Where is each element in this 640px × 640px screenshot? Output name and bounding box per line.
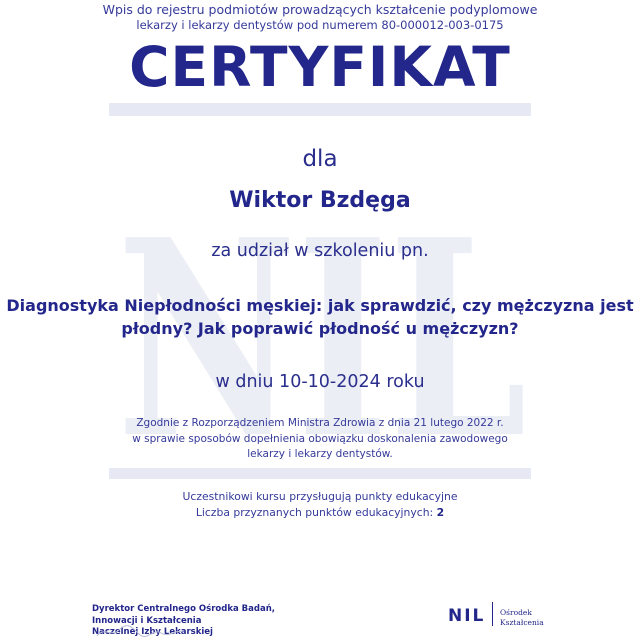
course-title (0, 294, 640, 340)
handwritten-signature (95, 624, 185, 640)
signature-line-1: Dyrektor Centralnego Ośrodka Badań, (92, 604, 275, 614)
regulation-line-1: Zgodnie z Rozporządzeniem Ministra Zdrowia z dnia 21 lutego 2022 r. (136, 417, 504, 429)
lower-band (109, 468, 531, 479)
points-value: 2 (436, 505, 445, 519)
education-points (0, 489, 640, 520)
nil-logo-divider (492, 602, 493, 626)
recipient-name: Wiktor Bzdęga (229, 188, 411, 213)
course-title-line-2: płodny? Jak poprawić płodność u mężczyzn? (121, 319, 519, 338)
certificate-title: CERTYFIKAT (129, 35, 511, 99)
course-title-line-1: Diagnostyka Niepłodności męskiej: jak sprawdzić, czy mężczyzna jest (6, 296, 634, 315)
participation-text: za udział w szkoleniu pn. (211, 241, 429, 261)
regulation-line-3: lekarzy i lekarzy dentystów. (247, 448, 393, 460)
regulation-line-2: w sprawie sposobów dopełnienia obowiązku doskonalenia zawodowego (132, 432, 508, 445)
nil-logo (448, 600, 548, 640)
registry-line-1: Wpis do rejestru podmiotów prowadzących kształcenie podyplomowe (102, 2, 538, 17)
nil-watermark-text: NIL (117, 196, 527, 446)
signature-line-3: Naczelnej Izby Lekarskiej (92, 627, 213, 637)
registry-line-2: lekarzy i lekarzy dentystów pod numerem 80-000012-003-0175 (136, 18, 504, 32)
points-label: Liczba przyznanych punktów edukacyjnych: (195, 505, 434, 519)
title-underline-band (109, 103, 531, 116)
nil-logo-caption-line-1: Ośrodek (500, 608, 532, 617)
points-line-2 (0, 505, 640, 521)
nil-logo-mark: NIL (448, 606, 486, 626)
dla-label: dla (302, 146, 338, 172)
regulation-text (0, 416, 640, 463)
nil-logo-caption-line-2: Kształcenia (500, 618, 544, 627)
points-line-1: Uczestnikowi kursu przysługują punkty edukacyjne (182, 490, 458, 503)
signature-line-2: Innowacji i Kształcenia (92, 615, 202, 626)
nil-logo-caption (500, 608, 544, 628)
course-date: w dniu 10-10-2024 roku (215, 372, 425, 392)
